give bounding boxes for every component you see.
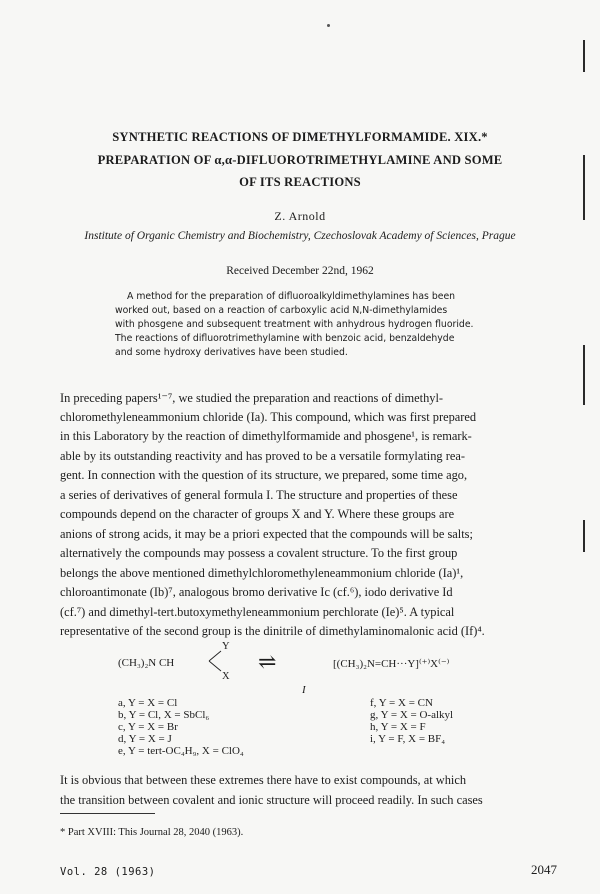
abstract-line: with phosgene and subsequent treatment with anhydrous hydrogen fluoride. bbox=[115, 319, 474, 330]
substituent-row: h, Y = X = F bbox=[370, 721, 426, 733]
scan-speck bbox=[327, 24, 330, 27]
author: Z. Arnold bbox=[274, 209, 326, 223]
body-line: compounds depend on the character of groups X and Y. Where these groups are bbox=[60, 507, 455, 521]
body-line: gent. In connection with the question of its structure, we prepared, some time ago, bbox=[60, 468, 468, 482]
title-line-2: PREPARATION OF α,α-DIFLUOROTRIMETHYLAMINE AND SOME bbox=[97, 153, 503, 167]
margin-bar-3 bbox=[583, 345, 585, 405]
abstract-line: and some hydroxy derivatives have been studied. bbox=[115, 347, 348, 358]
scheme-label: I bbox=[302, 684, 306, 696]
institution: Institute of Organic Chemistry and Biochemistry, Czechoslovak Academy of Sciences, Prague bbox=[84, 230, 516, 242]
page-number: 2047 bbox=[531, 862, 557, 877]
body-line: It is obvious that between these extremes there have to exist compounds, at which bbox=[60, 773, 467, 787]
body-line: in this Laboratory by the reaction of dimethylformamide and phosgene¹, is remark- bbox=[60, 429, 472, 443]
title-line-3: OF ITS REACTIONS bbox=[239, 175, 361, 189]
abstract-line: A method for the preparation of difluoroalkyldimethylamines has been bbox=[127, 291, 456, 302]
substituent-row: d, Y = X = J bbox=[118, 733, 172, 745]
abstract-line: worked out, based on a reaction of carboxylic acid N,N-dimethylamides bbox=[115, 305, 448, 316]
body-line: alternatively the compounds may possess a covalent structure. To the first group bbox=[60, 546, 458, 560]
title-line-1: SYNTHETIC REACTIONS OF DIMETHYLFORMAMIDE. XIX.* bbox=[112, 130, 488, 144]
body-line: a series of derivatives of general formula I. The structure and properties of these bbox=[60, 488, 458, 502]
substituent-row: e, Y = tert-OC₄H₉, X = ClO₄ bbox=[118, 745, 244, 757]
margin-bar-4 bbox=[583, 520, 585, 552]
body-line: chloromethylenеammonium chloride (Ia). This compound, which was first prepared bbox=[60, 410, 477, 424]
substituent-row: g, Y = X = O-alkyl bbox=[370, 709, 454, 721]
scheme-x: X bbox=[222, 671, 230, 682]
body-line: the transition between covalent and ionic structure will proceed readily. In such cases bbox=[60, 793, 483, 807]
footnote: * Part XVIII: This Journal 28, 2040 (1963). bbox=[60, 827, 244, 838]
received-date: Received December 22nd, 1962 bbox=[226, 265, 374, 277]
abstract-line: The reactions of difluorotrimethylamine with benzoic acid, benzaldehyde bbox=[115, 333, 455, 344]
substituent-row: c, Y = X = Br bbox=[118, 721, 178, 733]
body-line: representative of the second group is the dinitrile of dimethylaminomalonic acid (If)⁴. bbox=[60, 624, 485, 638]
scheme-left-formula: (CH₃)₂N CH bbox=[118, 657, 175, 669]
equilibrium-arrow: ⇌ bbox=[258, 649, 277, 674]
volume-info: Vol. 28 (1963) bbox=[60, 866, 156, 878]
substituent-row: a, Y = X = Cl bbox=[118, 697, 178, 709]
scheme-right-formula: [(CH₃)₂N=CH···Y]⁽⁺⁾X⁽⁻⁾ bbox=[333, 658, 450, 670]
footnote-rule bbox=[60, 813, 155, 814]
substituent-row: f, Y = X = CN bbox=[370, 697, 433, 709]
margin-bar-1 bbox=[583, 40, 585, 72]
body-line: In preceding papers¹⁻⁷, we studied the preparation and reactions of dimethyl- bbox=[60, 391, 444, 405]
bond-lines bbox=[208, 646, 224, 676]
body-line: anions of strong acids, it may be a priori expected that the compounds will be salts; bbox=[60, 527, 473, 541]
body-line: (cf.⁷) and dimethyl-tert.butoxymethyleneammonium perchlorate (Ie)⁵. A typical bbox=[60, 605, 455, 619]
substituent-row: b, Y = Cl, X = SbCl₆ bbox=[118, 709, 210, 721]
body-line: chloroantimonate (Ib)⁷, analogous bromo derivative Ic (cf.⁶), iodo derivative Id bbox=[60, 585, 453, 599]
body-line: belongs the above mentioned dimethylchloromethyleneammonium chloride (Ia)¹, bbox=[60, 566, 464, 580]
body-line: able by its outstanding reactivity and has proved to be a versatile formylating rea- bbox=[60, 449, 465, 463]
scheme-y: Y bbox=[222, 641, 230, 652]
substituent-row: i, Y = F, X = BF₄ bbox=[370, 733, 446, 745]
